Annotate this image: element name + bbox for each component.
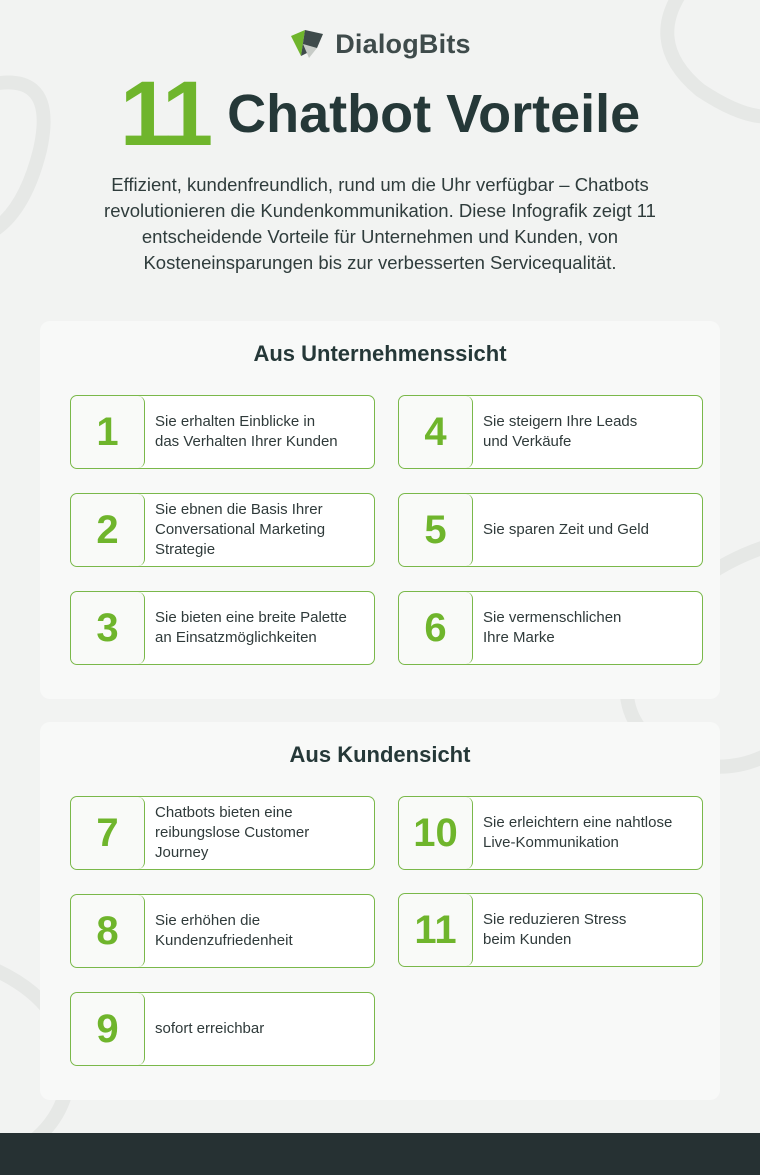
benefit-number: 6: [399, 592, 473, 664]
footer-bar: [0, 1133, 760, 1175]
benefit-number: 5: [399, 494, 473, 566]
section-title: Aus Kundensicht: [289, 742, 471, 767]
benefit-card: [70, 591, 375, 665]
brand-name: DialogBits: [335, 28, 471, 59]
benefit-card: [70, 894, 375, 968]
benefit-number: 8: [71, 895, 145, 967]
section-title: Aus Unternehmenssicht: [253, 341, 507, 366]
headline: [0, 63, 760, 165]
benefit-card: [398, 796, 703, 870]
benefit-text: Sie erleichtern eine nahtlose Live-Kommunikation: [483, 814, 673, 851]
benefit-number: 2: [71, 494, 145, 566]
benefit-text: Sie erhalten Einblicke in das Verhalten Ihrer Kunden: [155, 413, 338, 450]
benefit-text: Sie bieten eine breite Palette an Einsatzmöglichkeiten: [155, 609, 347, 646]
benefit-text: Chatbots bieten eine reibungslose Customer Journey: [155, 804, 310, 861]
intro-text: Effizient, kundenfreundlich, rund um die Uhr verfügbar – Chatbots revolutionieren die Kundenkommunikation. Diese Infografik zeigt 11 entscheidende Vorteile für Unternehmen und Kunden, von Kosteneinsparungen bis zur verbesserten Servicequalität.: [104, 174, 656, 273]
benefit-card: [398, 591, 703, 665]
benefit-text: Sie ebnen die Basis Ihrer Conversational Marketing Strategie: [155, 501, 326, 558]
brand-logo: [0, 28, 760, 60]
benefit-number: 10: [399, 797, 473, 869]
section-company: [40, 321, 720, 699]
benefit-text: Sie reduzieren Stress beim Kunden: [483, 911, 627, 948]
benefit-number: 11: [399, 894, 473, 966]
benefit-card: [398, 493, 703, 567]
benefit-text: Sie vermenschlichen Ihre Marke: [483, 609, 622, 646]
benefit-card: [70, 796, 375, 870]
benefit-card: [70, 992, 375, 1066]
benefit-card: [70, 493, 375, 567]
dialogbits-logo-icon: [289, 28, 325, 60]
benefit-number: 9: [71, 993, 145, 1065]
benefit-text: Sie steigern Ihre Leads und Verkäufe: [483, 413, 638, 450]
section-customer: [40, 722, 720, 1100]
benefit-card: [398, 395, 703, 469]
benefit-number: 3: [71, 592, 145, 664]
benefit-text: sofort erreichbar: [155, 1020, 265, 1037]
benefit-number: 7: [71, 797, 145, 869]
benefit-card: [70, 395, 375, 469]
benefit-card: [398, 893, 703, 967]
benefit-number: 4: [399, 396, 473, 468]
benefit-text: Sie erhöhen die Kundenzufriedenheit: [155, 912, 293, 949]
benefit-text: Sie sparen Zeit und Geld: [483, 521, 649, 538]
headline-title: Chatbot Vorteile: [227, 84, 641, 144]
benefit-number: 1: [71, 396, 145, 468]
headline-number: 11: [119, 63, 210, 165]
